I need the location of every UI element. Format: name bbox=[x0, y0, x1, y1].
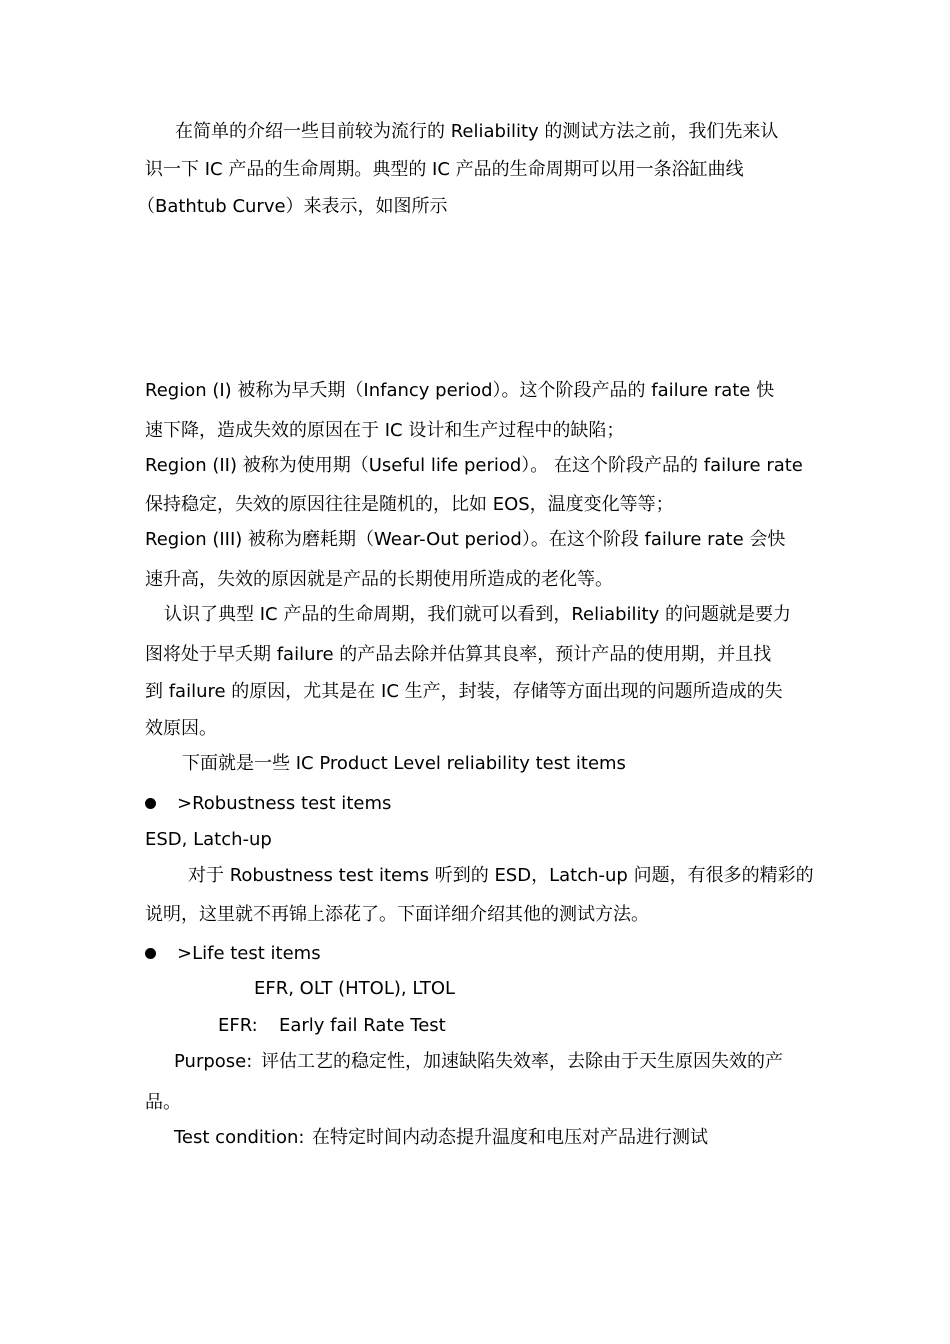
purpose-text-line-2: 品。 bbox=[145, 1092, 181, 1113]
summary-line-3: 到 failure 的原因，尤其是在 IC 生产，封装，存储等方面出现的问题所造成的失 bbox=[145, 681, 783, 702]
summary-line-4: 效原因。 bbox=[145, 718, 217, 739]
test-condition-text: 在特定时间内动态提升温度和电压对产品进行测试 bbox=[312, 1127, 708, 1148]
bullet-dot-robustness bbox=[145, 798, 156, 809]
efr-label: EFR: bbox=[218, 1015, 258, 1036]
summary-line-1: 认识了典型 IC 产品的生命周期，我们就可以看到，Reliability 的问题就是要力 bbox=[164, 604, 791, 625]
region-1-line-1: Region (I) 被称为早夭期（Infancy period）。这个阶段产品的 failure rate 快 bbox=[145, 380, 775, 401]
summary-line-2: 图将处于早夭期 failure 的产品去除并估算其良率，预计产品的使用期，并且找 bbox=[145, 644, 772, 665]
robustness-bullet-text: >Robustness test items bbox=[177, 793, 392, 814]
test-condition-label: Test condition: bbox=[174, 1127, 305, 1148]
intro-line-1: 在简单的介绍一些目前较为流行的 Reliability 的测试方法之前，我们先来认 bbox=[175, 121, 779, 142]
region-3-line-1: Region (III) 被称为磨耗期（Wear-Out period）。在这个阶段 failure rate 会快 bbox=[145, 529, 786, 550]
intro-line-3: （Bathtub Curve）来表示，如图所示 bbox=[137, 196, 448, 217]
robustness-desc-line-2: 说明，这里就不再锦上添花了。下面详细介绍其他的测试方法。 bbox=[145, 904, 649, 925]
efr-title: Early fail Rate Test bbox=[279, 1015, 446, 1036]
life-bullet-text: >Life test items bbox=[177, 943, 321, 964]
summary-line-5: 下面就是一些 IC Product Level reliability test items bbox=[182, 753, 626, 774]
intro-line-2: 识一下 IC 产品的生命周期。典型的 IC 产品的生命周期可以用一条浴缸曲线 bbox=[145, 159, 744, 180]
robustness-desc-line-1: 对于 Robustness test items 听到的 ESD，Latch-up 问题，有很多的精彩的 bbox=[188, 865, 814, 886]
life-items: EFR, OLT (HTOL), LTOL bbox=[254, 978, 456, 999]
region-1-line-2: 速下降，造成失效的原因在于 IC 设计和生产过程中的缺陷； bbox=[145, 420, 625, 441]
robustness-items: ESD, Latch-up bbox=[145, 829, 272, 850]
bullet-dot-life bbox=[145, 948, 156, 959]
region-3-line-2: 速升高，失效的原因就是产品的长期使用所造成的老化等。 bbox=[145, 569, 613, 590]
purpose-text-line-1: 评估工艺的稳定性，加速缺陷失效率，去除由于天生原因失效的产 bbox=[261, 1051, 783, 1072]
region-2-line-1: Region (II) 被称为使用期（Useful life period）。 在这个阶段产品的 failure rate bbox=[145, 455, 803, 476]
purpose-label: Purpose: bbox=[174, 1051, 253, 1072]
region-2-line-2: 保持稳定，失效的原因往往是随机的，比如 EOS，温度变化等等； bbox=[145, 494, 674, 515]
